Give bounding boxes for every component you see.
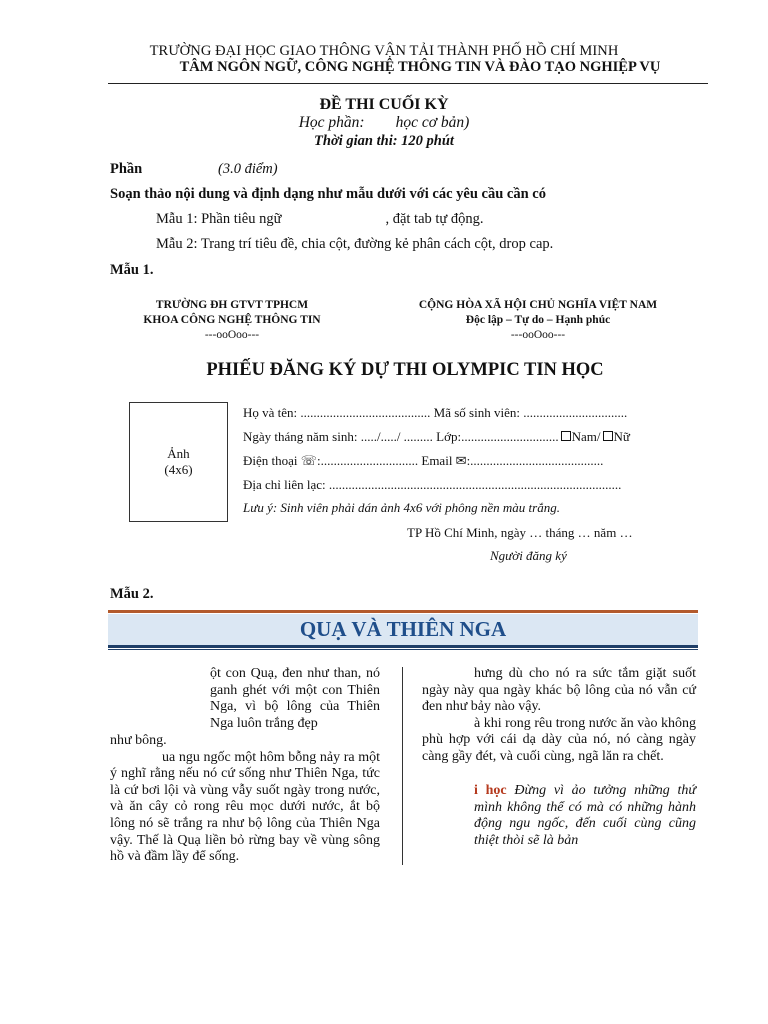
right-header-line3: ---ooOoo---	[510, 329, 566, 341]
signer-label: Người đăng ký	[490, 548, 567, 563]
place-date: TP Hồ Chí Minh, ngày … tháng … năm …	[407, 525, 633, 540]
banner-top-rule	[108, 610, 698, 613]
form-row-phone: Điện thoại ☏:.............................. Email ✉:.........................................	[243, 453, 604, 468]
sample1-right-header	[388, 298, 688, 343]
sample1-label: Mẫu 1.	[110, 262, 154, 278]
dob-text: Ngày tháng năm sinh: ...../...../ ......... Lớp:..............................	[243, 429, 559, 444]
left-header-line3: ---ooOoo---	[204, 329, 260, 341]
left-header-line2: KHOA CÔNG NGHỆ THÔNG TIN	[143, 314, 321, 326]
instruction-main: Soạn thảo nội dung và định dạng như mẫu dưới với các yêu cầu cần có	[110, 186, 546, 202]
exam-time: Thời gian thi: 120 phút	[314, 133, 454, 149]
instruction-sample1-b: , đặt tab tự động.	[385, 211, 484, 227]
part-points: (3.0 điểm)	[218, 161, 278, 177]
header-divider	[108, 83, 708, 84]
banner-bottom-rule-thin	[108, 649, 698, 650]
left-col-para2	[110, 733, 380, 866]
form-title: PHIẾU ĐĂNG KÝ DỰ THI OLYMPIC TIN HỌC	[206, 360, 604, 380]
right-header-line2: Độc lập – Tự do – Hạnh phúc	[465, 314, 611, 326]
photo-label-line1: Ảnh	[167, 446, 190, 461]
part-label: Phần	[110, 161, 143, 177]
lesson-heading: i học	[474, 783, 507, 798]
female-label: Nữ	[613, 429, 630, 444]
checkbox-male-icon	[561, 431, 571, 441]
form-row-address: Địa chỉ liên lạc: ..........................................................................................	[243, 477, 622, 492]
column-divider	[402, 667, 403, 865]
right-header-line1: CỘNG HÒA XÃ HỘI CHỦ NGHĨA VIỆT NAM	[418, 299, 658, 311]
sample2-label: Mẫu 2.	[110, 586, 154, 602]
left-header-line1: TRƯỜNG ĐH GTVT TPHCM	[155, 299, 309, 311]
form-row-name: Họ và tên: ........................................ Mã số sinh viên: ................................	[243, 405, 628, 420]
university-name: TRƯỜNG ĐẠI HỌC GIAO THÔNG VẬN TẢI THÀNH PHỐ HỒ CHÍ MINH	[149, 43, 619, 59]
lesson-paragraph	[474, 783, 696, 849]
right-col-para2: à khi rong rêu trong nước ăn vào không phù hợp với cái dạ dày của nó, nó càng ngày càng gầy đét, và cuối cùng, ngã lăn ra chết.	[422, 715, 696, 764]
right-col-paras	[422, 666, 696, 766]
banner-title: QUẠ VÀ THIÊN NGA	[299, 617, 507, 641]
form-row-dob	[243, 429, 630, 445]
instruction-sample1	[156, 211, 484, 228]
sample1-left-header	[106, 298, 358, 343]
exam-subject: Học phần: học cơ bản)	[298, 114, 470, 131]
exam-title: ĐỀ THI CUỐI KỲ	[319, 96, 449, 113]
banner-bottom-rule-thick	[108, 645, 698, 648]
male-label: Nam/	[571, 429, 601, 444]
photo-label	[129, 446, 228, 478]
left-col-para1: ột con Quạ, đen như than, nó ganh ghét với một con Thiên Nga, vì bộ lông của Thiên Nga luôn trắng đẹp	[210, 666, 380, 731]
center-name: TÂM NGÔN NGỮ, CÔNG NGHỆ THÔNG TIN VÀ ĐÀO TẠO NGHIỆP VỤ	[179, 59, 661, 75]
checkbox-female-icon	[603, 431, 613, 441]
lesson-text: Đừng vì ảo tưởng những thứ mình không thể có mà có những hành động ngu ngốc, đến cuối cùng cũng thiệt thòi sẽ là bản	[474, 783, 697, 848]
left-col-line-bong: như bông.	[110, 733, 167, 748]
instruction-sample2: Mẫu 2: Trang trí tiêu đề, chia cột, đường kẻ phân cách cột, drop cap.	[156, 236, 554, 252]
form-row-note: Lưu ý: Sinh viên phải dán ảnh 4x6 với phông nền màu trắng.	[243, 500, 560, 515]
photo-label-line2: (4x6)	[164, 462, 193, 477]
right-col-para1: hưng dù cho nó ra sức tắm giặt suốt ngày này qua ngày khác bộ lông của nó vẫn cứ đen như bảy nào vậy.	[422, 666, 696, 715]
instruction-sample1-a: Mẫu 1: Phần tiêu ngữ	[156, 211, 282, 227]
part-heading	[110, 161, 278, 178]
left-col-para3: ua ngu ngốc một hôm bỗng nảy ra một ý nghĩ rằng nếu nó cứ sống như Thiên Nga, tức là cứ bơi lội và vùng vẫy suốt ngày trong nước, và ăn cây cỏ rong rêu mọc dưới nước, ắt bộ lông nó sẽ trắng ra như bộ lông của Thiên Nga vậy. Thế là Quạ liền bỏ rừng bay về vùng sông hồ và đầm lầy để sống.	[110, 749, 380, 865]
